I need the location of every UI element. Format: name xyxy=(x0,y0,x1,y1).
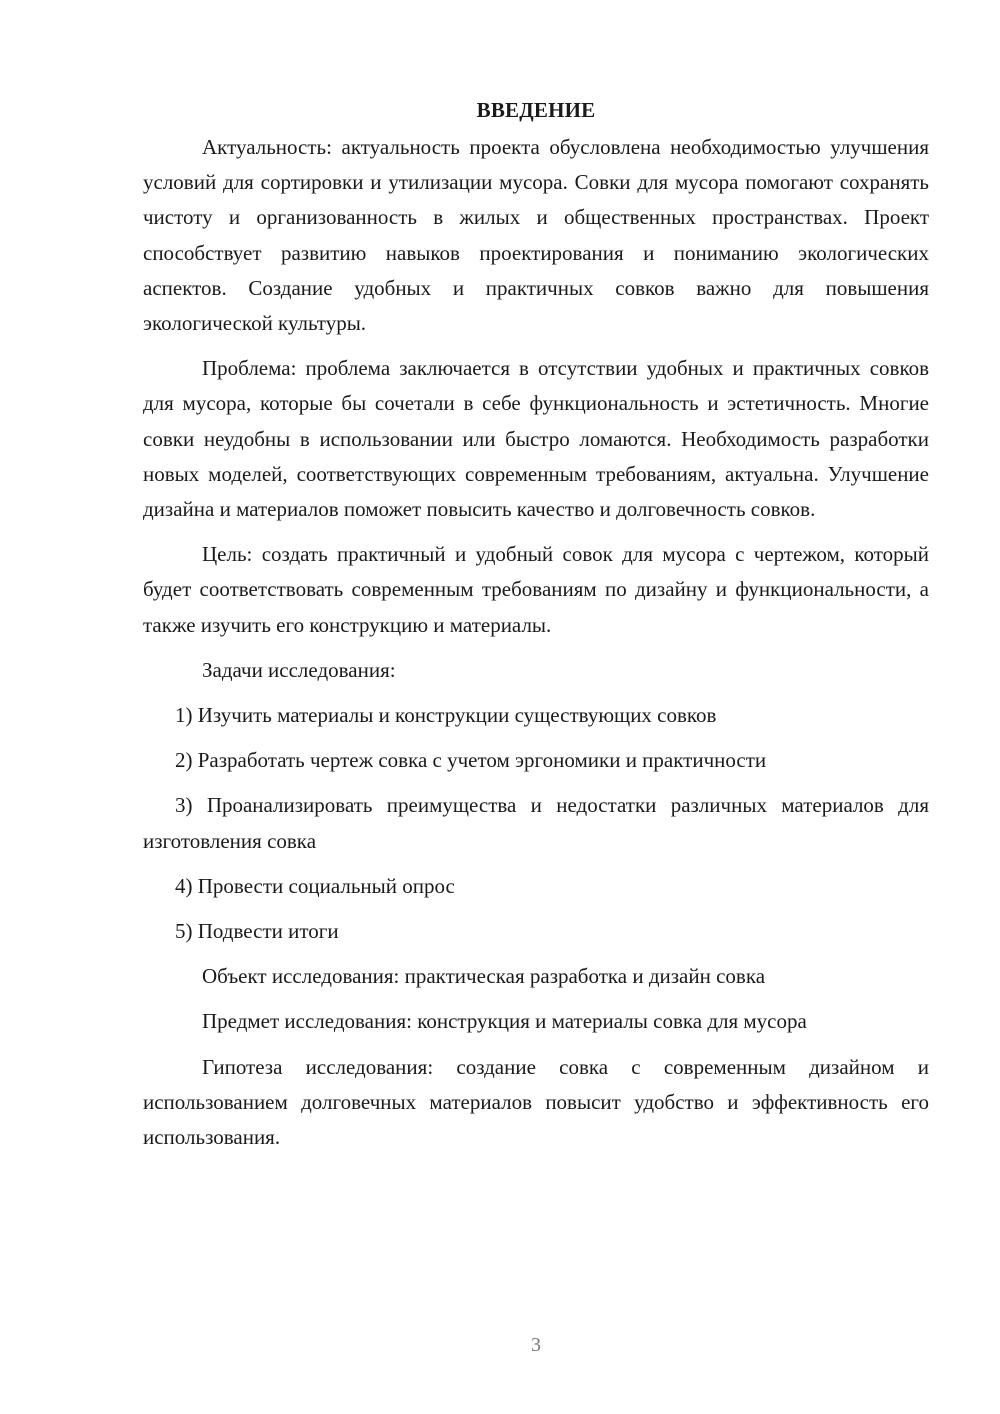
task-item-4: 4) Провести социальный опрос xyxy=(175,873,455,898)
task-item-2: 2) Разработать чертеж совка с учетом эргономики и практичности xyxy=(175,748,767,773)
task-item-1: 1) Изучить материалы и конструкции существующих совков xyxy=(175,703,717,728)
hypothesis-paragraph: Гипотеза исследования: создание совка с современным дизайном и использованием долговечных материалов повысит удобство и эффективность его использования. xyxy=(143,1054,929,1150)
goal-paragraph: Цель: создать практичный и удобный совок для мусора с чертежом, который будет соответствовать современным требованиям по дизайну и функциональности, а также изучить его конструкцию и материалы. xyxy=(143,542,929,637)
task-item-5: 5) Подвести итоги xyxy=(175,919,339,944)
document-page xyxy=(143,92,929,1165)
research-object: Объект исследования: практическая разработка и дизайн совка xyxy=(202,964,766,989)
task-item-3: 3) Проанализировать преимущества и недостатки различных материалов для изготовления совка xyxy=(143,793,929,853)
problem-paragraph: Проблема: проблема заключается в отсутствии удобных и практичных совков для мусора, которые бы сочетали в себе функциональность и эстетичность. Многие совки неудобны в использовании или быстро ломаются. Необходимость разработки новых моделей, соответствующих современным требованиям, актуальна. Улучшение дизайна и материалов поможет повысить качество и долговечность совков. xyxy=(143,356,929,522)
section-heading: ВВЕДЕНИЕ xyxy=(476,98,596,122)
tasks-heading: Задачи исследования: xyxy=(202,657,396,682)
relevance-paragraph: Актуальность: актуальность проекта обусловлена необходимостью улучшения условий для сортировки и утилизации мусора. Совки для мусора помогают сохранять чистоту и организованность в жилых и общественных пространствах. Проект способствует развитию навыков проектирования и пониманию экологических аспектов. Создание удобных и практичных совков важно для повышения экологической культуры. xyxy=(143,135,929,336)
page-number: 3 xyxy=(531,1334,541,1356)
research-subject: Предмет исследования: конструкция и материалы совка для мусора xyxy=(202,1009,807,1034)
